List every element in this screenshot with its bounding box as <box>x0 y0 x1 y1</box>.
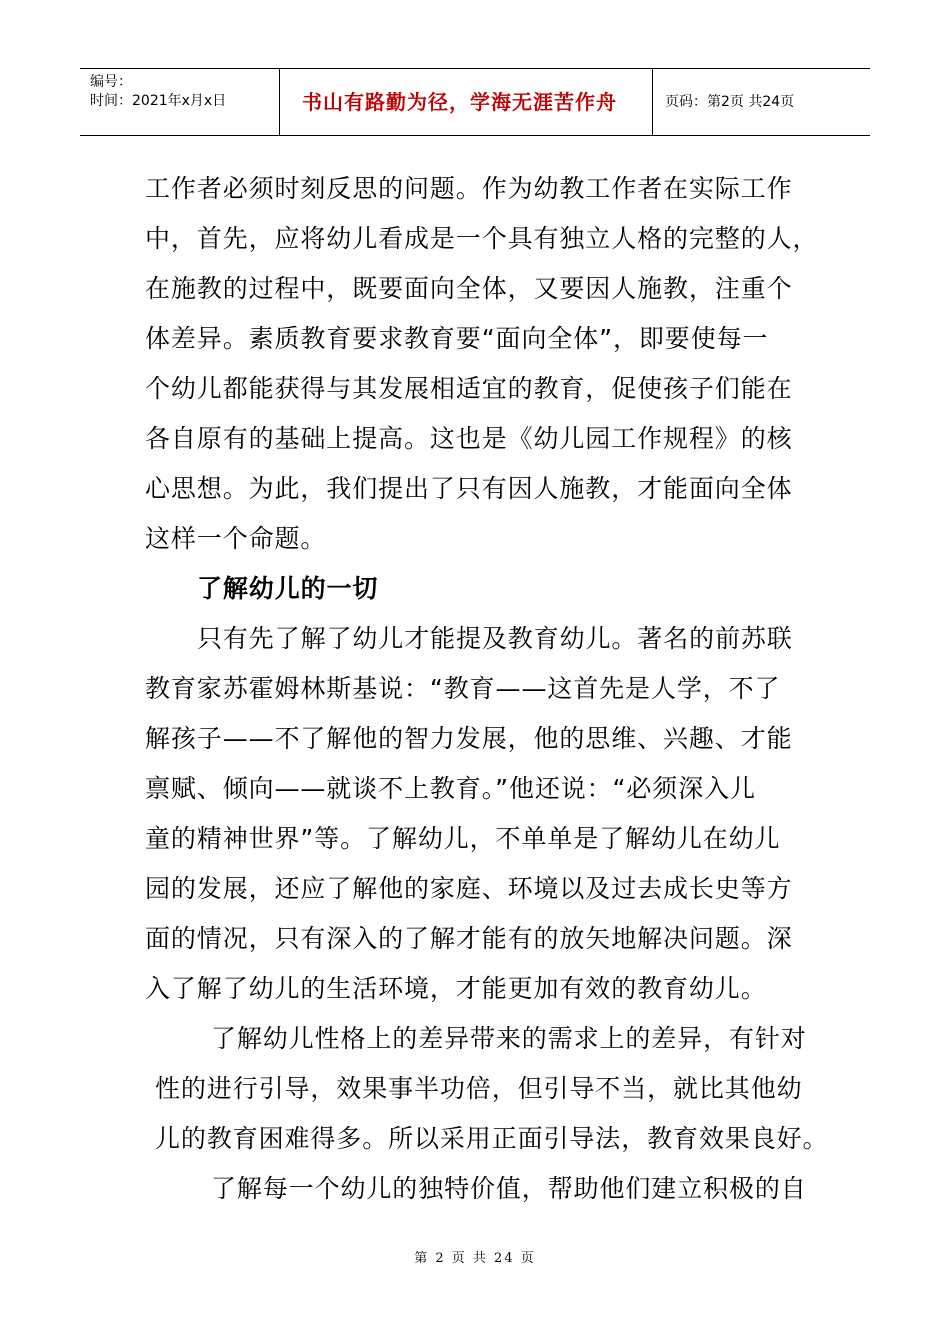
body-line: 中，首先，应将幼儿看成是一个具有独立人格的完整的人， <box>145 224 819 253</box>
body-line: 工作者必须时刻反思的问题。作为幼教工作者在实际工作 <box>145 174 793 203</box>
body-line: 在施教的过程中，既要面向全体，又要因人施教，注重个 <box>145 274 793 303</box>
header-page-info: 页码：第2页 共24页 <box>665 94 795 110</box>
section-heading: 了解幼儿的一切 <box>197 574 379 603</box>
document-number-label: 编号： <box>90 74 132 90</box>
body-line: 了解每一个幼儿的独特价值，帮助他们建立积极的自 <box>211 1174 807 1203</box>
header-meta <box>80 69 280 135</box>
body-line: 性的进行引导，效果事半功倍，但引导不当，就比其他幼 <box>155 1074 803 1103</box>
body-line: 解孩子——不了解他的智力发展，他的思维、兴趣、才能 <box>145 724 793 753</box>
body-line: 面的情况，只有深入的了解才能有的放矢地解决问题。深 <box>145 924 793 953</box>
body-line: 各自原有的基础上提高。这也是《幼儿园工作规程》的核 <box>145 424 793 453</box>
body-line: 入了解了幼儿的生活环境，才能更加有效的教育幼儿。 <box>145 974 767 1003</box>
document-time-label: 时间：2021年x月x日 <box>90 93 227 109</box>
header-motto: 书山有路勤为径，学海无涯苦作舟 <box>280 69 653 135</box>
page-footer: 第 2 页 共 24 页 <box>414 1251 536 1266</box>
document-header <box>80 68 870 136</box>
body-line: 这样一个命题。 <box>145 524 327 553</box>
body-line: 个幼儿都能获得与其发展相适宜的教育，促使孩子们能在 <box>145 374 793 403</box>
body-line: 园的发展，还应了解他的家庭、环境以及过去成长史等方 <box>145 874 793 903</box>
body-line: 童的精神世界”等。了解幼儿，不单单是了解幼儿在幼儿 <box>145 824 781 853</box>
body-line: 了解幼儿性格上的差异带来的需求上的差异，有针对 <box>211 1024 807 1053</box>
body-line: 教育家苏霍姆林斯基说：“教育——这首先是人学，不了 <box>145 674 781 703</box>
body-line: 体差异。素质教育要求教育要“面向全体”，即要使每一 <box>145 324 769 353</box>
body-line: 儿的教育困难得多。所以采用正面引导法，教育效果良好。 <box>155 1124 829 1153</box>
body-line: 只有先了解了幼儿才能提及教育幼儿。著名的前苏联 <box>197 624 793 653</box>
body-line: 禀赋、倾向——就谈不上教育。”他还说：“必须深入儿 <box>145 774 756 803</box>
body-line: 心思想。为此，我们提出了只有因人施教，才能面向全体 <box>145 474 793 503</box>
document-body <box>145 164 829 1214</box>
